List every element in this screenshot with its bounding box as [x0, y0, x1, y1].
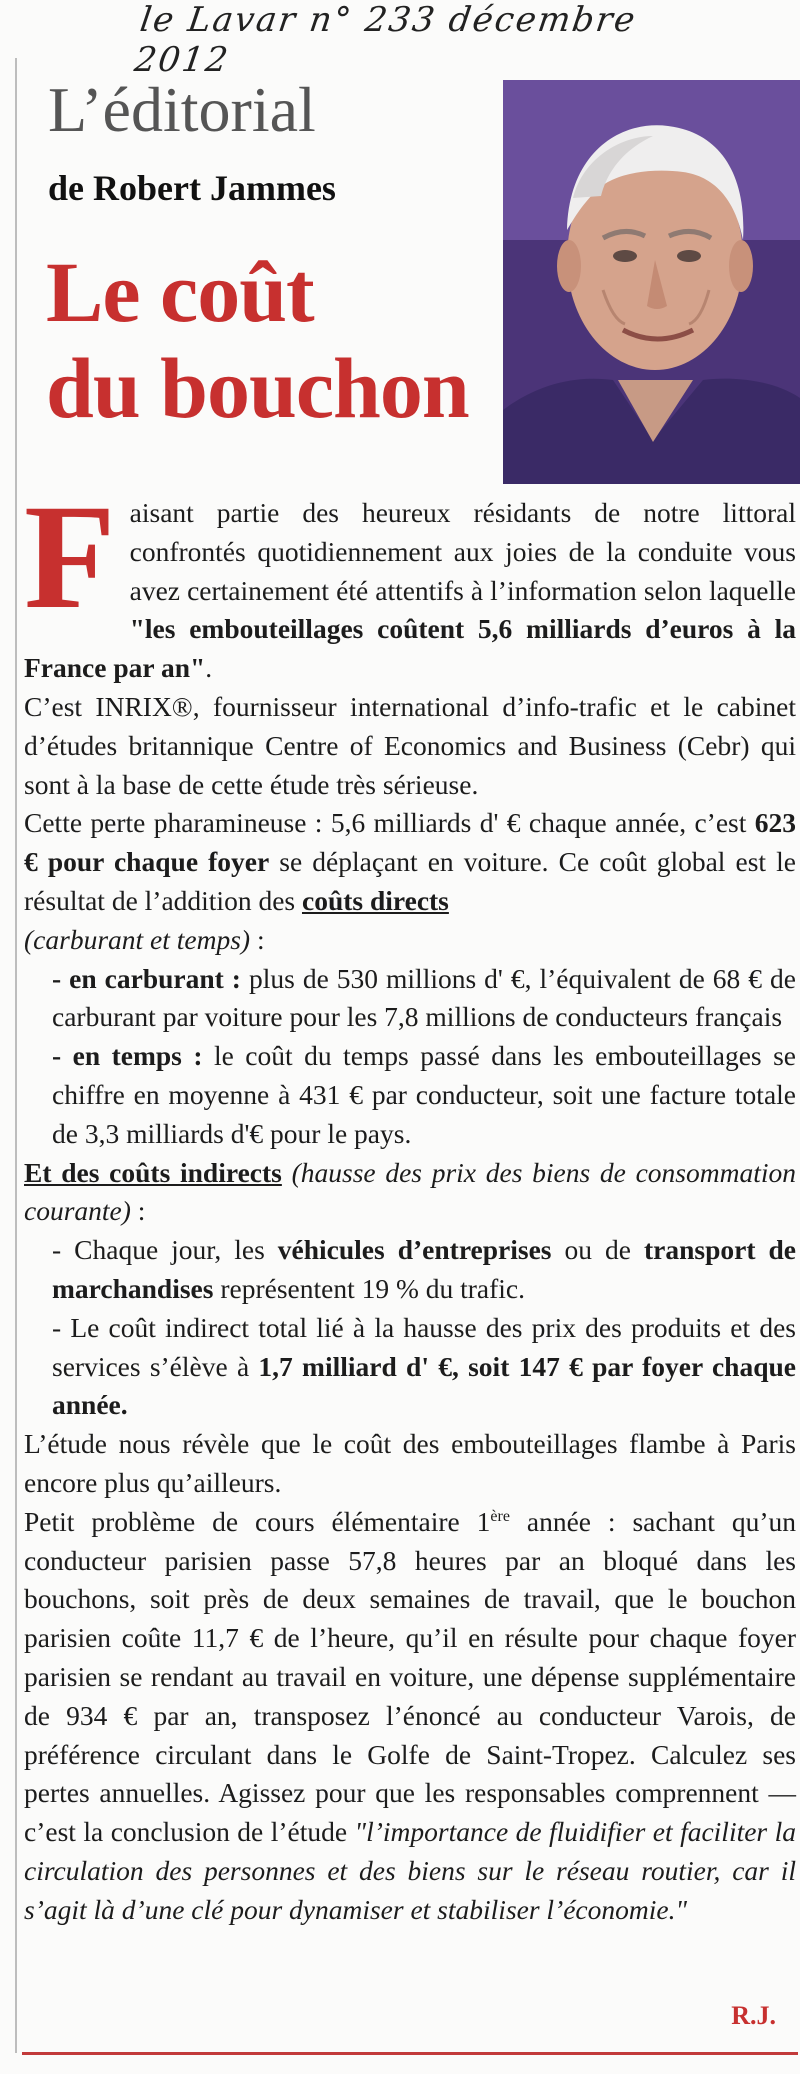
intro-end: . [205, 652, 213, 684]
item-jour-text-2: ou de [551, 1234, 644, 1266]
item-jour-text-3: représentent 19 % du trafic. [213, 1272, 526, 1304]
item-chaque-jour [24, 1231, 796, 1309]
item-jour-bold-1: véhicules d’entreprises [277, 1234, 552, 1266]
author-photo [503, 80, 800, 484]
section-label: L’éditorial [48, 74, 316, 145]
probleme-paragraph [24, 1503, 796, 1930]
item-temps-text: le coût du temps passé dans les embouteillages se chiffre en moyenne à 431 € par conducteur, soit une facture totale de 3,3 milliards d'€ pour le pays. [52, 1040, 796, 1149]
perte-text-1: Cette perte pharamineuse : 5,6 milliards d' € chaque année, c’est [24, 807, 755, 839]
intro-bold-quote: "les embouteillages coûtent 5,6 milliards d’euros à la France par an" [24, 613, 796, 684]
couts-directs-label: coûts directs [301, 884, 449, 916]
item-indirect-text: - Le coût indirect total lié à la hausse des prix des produits et des services s’élève à [52, 1311, 796, 1382]
couts-indirects-label: Et des coûts indirects [24, 1156, 282, 1188]
headline-line-1: Le coût [46, 244, 314, 340]
intro-text: aisant partie des heureux résidants de notre littoral confrontés quotidiennement aux joies de la conduite vous avez certainement été attentifs à l’information selon laquelle [129, 497, 796, 606]
item-temps-label: - en temps : [52, 1040, 203, 1072]
headline [46, 244, 469, 436]
handwritten-issue-note: le Lavar n° 233 décembre 2012 [131, 0, 640, 80]
author-byline: de Robert Jammes [48, 168, 336, 208]
probleme-text-2: année : sachant qu’un conducteur parisien passe 57,8 heures par an bloqué dans les bouchons, soit près de deux semaines de travail, que le bouchon parisien coûte 11,7 € de l’heure, qu’il en résulte pour chaque foyer parisien se rendant au travail en voiture, une dépense supplémentaire de 934 € par an, transposez l’énoncé au conducteur Varois, de préférence circulant dans le Golfe de Saint-Tropez. Calculez ses pertes annuelles. Agissez pour que les responsables comprennent — c’est la conclusion de l’étude [24, 1505, 796, 1848]
item-carburant-text: plus de 530 millions d' €, l’équivalent de 68 € de carburant par voiture pour les 7,8 millions de conducteurs français [52, 962, 797, 1033]
item-jour-text-1: - Chaque jour, les [52, 1234, 278, 1266]
left-frame-rule [15, 58, 17, 2053]
item-carburant-label: - en carburant : [52, 962, 241, 994]
probleme-italic-quote: "l’importance de fluidifier et faciliter la circulation des personnes et des biens sur le réseau routier, car il s’agit là d’une clé pour dynamiser et stabiliser l’économie." [24, 1816, 796, 1925]
headline-line-2: du bouchon [46, 340, 469, 436]
perte-paragraph [24, 804, 796, 959]
perte-text-3: : [250, 923, 265, 955]
item-cout-indirect [24, 1309, 796, 1425]
item-temps [24, 1037, 796, 1153]
perte-italic: (carburant et temps) [24, 923, 251, 955]
article-body [24, 474, 797, 1929]
indirects-italic: (hausse des prix des biens de consommation courante) [24, 1156, 796, 1227]
item-carburant [24, 960, 796, 1038]
probleme-text-1: Petit problème de cours élémentaire 1 [24, 1505, 491, 1537]
signature: R.J. [731, 2001, 776, 2030]
item-jour-bold-2: transport de marchandises [52, 1234, 796, 1304]
indirects-text: : [130, 1195, 146, 1227]
probleme-superscript: ère [490, 1507, 510, 1525]
indirects-paragraph [24, 1154, 796, 1232]
author-photo-drawing [503, 80, 800, 484]
perte-text-2: se déplaçant en voiture. Ce coût global est le résultat de l’addition des [24, 846, 796, 916]
bottom-rule [22, 2052, 798, 2055]
perte-bold: 623 € pour chaque foyer [24, 807, 796, 878]
dropcap: F [24, 474, 116, 640]
item-indirect-bold: 1,7 milliard d' €, soit 147 € par foyer chaque année. [52, 1350, 796, 1421]
inrix-paragraph: C’est INRIX®, fournisseur international d’info-trafic et le cabinet d’études britannique Centre of Economics and Business (Cebr) qui sont à la base de cette étude très sérieuse. [24, 690, 796, 800]
intro-paragraph [24, 474, 796, 688]
etude-paragraph: L’étude nous révèle que le coût des embouteillages flambe à Paris encore plus qu’ailleurs. [24, 1428, 796, 1498]
